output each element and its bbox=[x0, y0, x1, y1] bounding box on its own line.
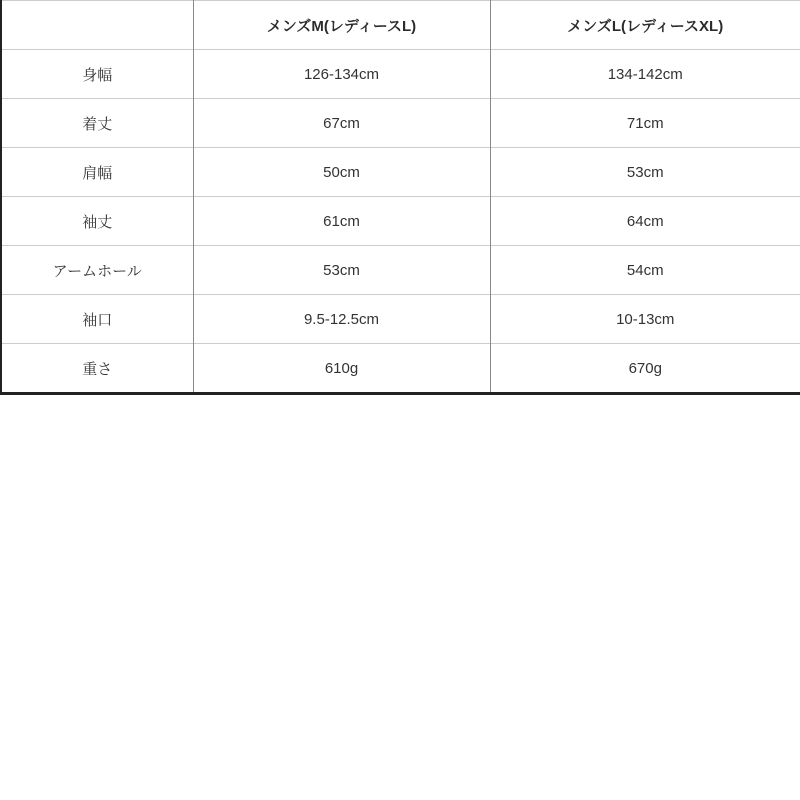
row-label-cell: 肩幅 bbox=[1, 148, 193, 197]
row-label-cell: 袖口 bbox=[1, 295, 193, 344]
header-cell-empty bbox=[1, 1, 193, 50]
row-label-cell: 着丈 bbox=[1, 99, 193, 148]
size-chart-row bbox=[1, 295, 800, 344]
size-chart-row bbox=[1, 148, 800, 197]
row-label-cell: 身幅 bbox=[1, 50, 193, 99]
mens-m-value-cell: 61cm bbox=[193, 197, 490, 246]
size-chart-row bbox=[1, 246, 800, 295]
row-label-cell: 重さ bbox=[1, 344, 193, 394]
mens-l-value-cell: 134-142cm bbox=[490, 50, 800, 99]
size-chart-table bbox=[0, 0, 800, 395]
row-label-cell: アームホール bbox=[1, 246, 193, 295]
mens-l-value-cell: 10-13cm bbox=[490, 295, 800, 344]
size-chart-row bbox=[1, 99, 800, 148]
header-cell-mens-l: メンズL(レディースXL) bbox=[490, 1, 800, 50]
size-chart-row bbox=[1, 197, 800, 246]
mens-l-value-cell: 53cm bbox=[490, 148, 800, 197]
mens-m-value-cell: 50cm bbox=[193, 148, 490, 197]
mens-m-value-cell: 126-134cm bbox=[193, 50, 490, 99]
size-chart-row bbox=[1, 344, 800, 394]
mens-m-value-cell: 610g bbox=[193, 344, 490, 394]
size-chart-header-row bbox=[1, 1, 800, 50]
size-chart-body bbox=[1, 50, 800, 394]
mens-l-value-cell: 670g bbox=[490, 344, 800, 394]
mens-l-value-cell: 64cm bbox=[490, 197, 800, 246]
mens-m-value-cell: 67cm bbox=[193, 99, 490, 148]
mens-m-value-cell: 9.5-12.5cm bbox=[193, 295, 490, 344]
row-label-cell: 袖丈 bbox=[1, 197, 193, 246]
mens-m-value-cell: 53cm bbox=[193, 246, 490, 295]
mens-l-value-cell: 54cm bbox=[490, 246, 800, 295]
size-chart-row bbox=[1, 50, 800, 99]
mens-l-value-cell: 71cm bbox=[490, 99, 800, 148]
header-cell-mens-m: メンズM(レディースL) bbox=[193, 1, 490, 50]
